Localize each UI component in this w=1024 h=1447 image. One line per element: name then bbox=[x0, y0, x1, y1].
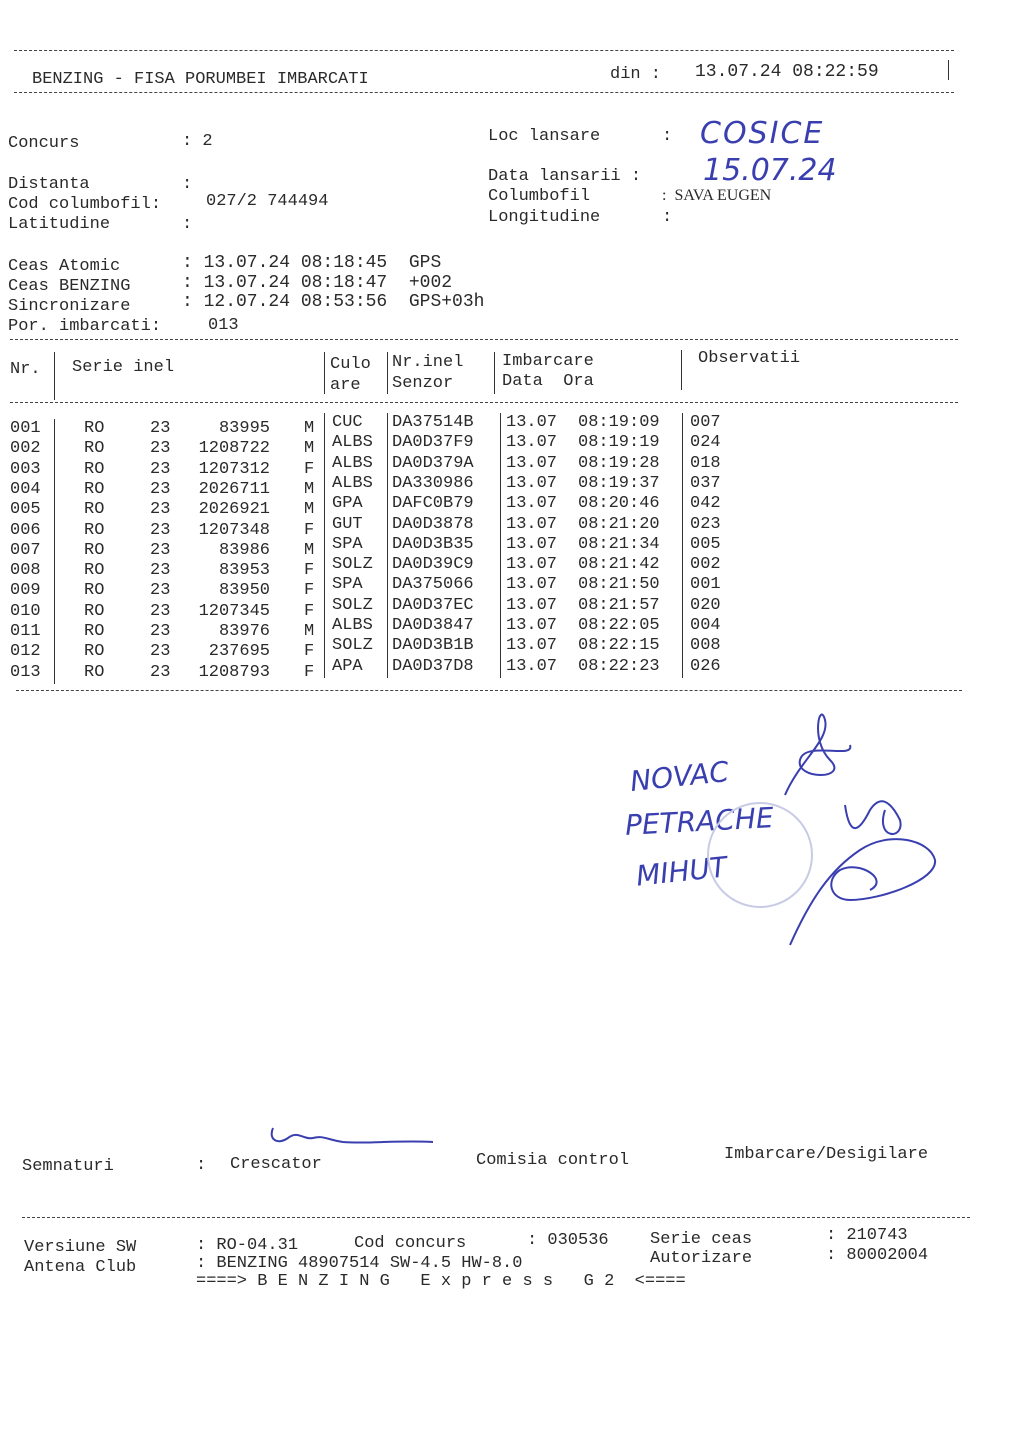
din-value: 13.07.24 08:22:59 bbox=[695, 62, 879, 82]
cell-observatii: 020 bbox=[690, 595, 721, 615]
col-header-culoare-2: are bbox=[330, 376, 361, 395]
signature-stroke bbox=[845, 801, 901, 834]
row-divider bbox=[682, 474, 683, 495]
cell-data: 13.07 bbox=[506, 595, 558, 615]
cell-observatii: 008 bbox=[690, 636, 721, 656]
cell-an: 23 bbox=[150, 419, 171, 438]
cell-ora: 08:22:15 bbox=[578, 636, 660, 656]
table-row bbox=[0, 555, 1024, 581]
cell-inel: 2026711 bbox=[198, 479, 270, 499]
row-divider bbox=[387, 555, 388, 576]
cell-observatii: 024 bbox=[690, 433, 721, 453]
col-divider bbox=[324, 352, 325, 394]
antena-club-value: : BENZING 48907514 SW-4.5 HW-8.0 bbox=[196, 1254, 523, 1273]
cell-observatii: 042 bbox=[690, 494, 721, 514]
crescator-signature bbox=[268, 1120, 438, 1160]
cell-data: 13.07 bbox=[506, 656, 558, 676]
cell-tara: RO bbox=[84, 581, 105, 601]
cell-senzor: DAFC0B79 bbox=[392, 494, 474, 514]
cell-culoare: APA bbox=[332, 656, 363, 676]
cell-an: 23 bbox=[150, 540, 171, 560]
col-header-culoare: Culo bbox=[330, 355, 371, 374]
loc-lansare-handwritten: COSICE bbox=[700, 116, 825, 151]
cell-observatii: 005 bbox=[690, 534, 721, 554]
data-lansarii-handwritten: 15.07.24 bbox=[703, 153, 837, 188]
comisia-control-label: Comisia control bbox=[476, 1151, 630, 1170]
imbarcare-desigilare-label: Imbarcare/Desigilare bbox=[724, 1145, 929, 1164]
benzing-express-banner: ====> B E N Z I N G E x p r e s s G 2 <==== bbox=[196, 1272, 686, 1291]
cell-sex: F bbox=[304, 520, 315, 540]
cell-ora: 08:19:37 bbox=[578, 473, 660, 493]
row-divider bbox=[387, 535, 388, 556]
cell-an: 23 bbox=[150, 500, 171, 520]
cell-nr: 004 bbox=[10, 479, 41, 499]
row-divider bbox=[682, 657, 683, 678]
cell-nr: 007 bbox=[10, 540, 41, 560]
cell-nr: 003 bbox=[10, 459, 41, 479]
handwritten-name-2: PETRACHE bbox=[624, 801, 775, 842]
cell-observatii: 004 bbox=[690, 616, 721, 635]
row-divider bbox=[500, 433, 501, 454]
row-divider bbox=[324, 575, 325, 596]
cod-concurs-value: : 030536 bbox=[527, 1231, 609, 1250]
loc-lansare-label: Loc lansare bbox=[488, 127, 601, 146]
row-divider bbox=[387, 433, 388, 454]
table-header-rule bbox=[10, 402, 958, 403]
cell-nr: 002 bbox=[10, 439, 41, 459]
cell-inel: 83976 bbox=[218, 622, 270, 641]
cell-inel: 1208793 bbox=[198, 662, 270, 682]
cell-tara: RO bbox=[84, 479, 105, 499]
cell-culoare: ALBS bbox=[332, 453, 373, 473]
ceas-benzing-value: : 13.07.24 08:18:47 +002 bbox=[182, 273, 453, 293]
cell-nr: 013 bbox=[10, 662, 41, 682]
row-divider bbox=[324, 413, 325, 434]
row-divider bbox=[324, 474, 325, 495]
table-row bbox=[0, 575, 1024, 601]
cell-sex: M bbox=[304, 500, 315, 520]
cell-an: 23 bbox=[150, 439, 171, 459]
cell-data: 13.07 bbox=[506, 534, 558, 554]
table-row bbox=[0, 514, 1024, 540]
cell-culoare: GUT bbox=[332, 514, 363, 534]
row-divider bbox=[324, 433, 325, 454]
autorizare-value: : 80002004 bbox=[826, 1246, 929, 1265]
cod-columbofil-label: Cod columbofil: bbox=[8, 195, 162, 214]
data-lansarii-label: Data lansarii : bbox=[488, 167, 642, 186]
cell-senzor: DA37514B bbox=[392, 413, 474, 432]
header-top-rule bbox=[14, 50, 954, 51]
row-divider bbox=[324, 616, 325, 637]
semnaturi-label: Semnaturi bbox=[22, 1157, 114, 1176]
row-divider bbox=[682, 616, 683, 637]
cell-observatii: 001 bbox=[690, 575, 721, 595]
cell-senzor: DA0D379A bbox=[392, 453, 474, 473]
cell-sex: M bbox=[304, 479, 315, 499]
cell-ora: 08:21:57 bbox=[578, 595, 660, 615]
cell-an: 23 bbox=[150, 642, 171, 662]
cell-ora: 08:19:19 bbox=[578, 433, 660, 453]
row-divider bbox=[500, 657, 501, 678]
cell-inel: 1207345 bbox=[198, 601, 270, 621]
signature-stroke bbox=[785, 715, 850, 795]
cell-inel: 83950 bbox=[218, 581, 270, 601]
table-row bbox=[0, 494, 1024, 520]
cell-sex: F bbox=[304, 601, 315, 621]
cell-data: 13.07 bbox=[506, 433, 558, 453]
cell-an: 23 bbox=[150, 520, 171, 540]
document-title: BENZING - FISA PORUMBEI IMBARCATI bbox=[32, 70, 369, 89]
row-divider bbox=[387, 616, 388, 637]
din-label: din : bbox=[610, 65, 662, 84]
cell-data: 13.07 bbox=[506, 514, 558, 534]
cell-senzor: DA0D3B35 bbox=[392, 534, 474, 554]
longitudine-label: Longitudine bbox=[488, 208, 601, 227]
porumbei-imbarcati-label: Por. imbarcati: bbox=[8, 317, 162, 336]
row-divider bbox=[387, 636, 388, 657]
cell-an: 23 bbox=[150, 601, 171, 621]
row-divider bbox=[682, 454, 683, 475]
cell-tara: RO bbox=[84, 540, 105, 560]
cell-culoare: SPA bbox=[332, 575, 363, 595]
stamp-circle bbox=[708, 803, 812, 907]
cell-nr: 005 bbox=[10, 500, 41, 520]
row-divider bbox=[500, 535, 501, 556]
cell-ora: 08:22:05 bbox=[578, 616, 660, 635]
cell-sex: M bbox=[304, 540, 315, 560]
row-divider bbox=[324, 596, 325, 617]
cell-inel: 2026921 bbox=[198, 500, 270, 520]
cell-tara: RO bbox=[84, 622, 105, 641]
table-top-rule bbox=[10, 339, 958, 340]
col-header-nrinel: Nr.inel bbox=[392, 353, 464, 372]
concurs-value: : 2 bbox=[182, 132, 213, 151]
cell-sex: F bbox=[304, 642, 315, 662]
cell-culoare: SOLZ bbox=[332, 636, 373, 656]
autorizare-label: Autorizare bbox=[650, 1249, 753, 1268]
cell-nr: 001 bbox=[10, 419, 41, 438]
cell-observatii: 023 bbox=[690, 514, 721, 534]
cell-tara: RO bbox=[84, 419, 105, 438]
cell-culoare: SOLZ bbox=[332, 555, 373, 575]
cell-culoare: SOLZ bbox=[332, 595, 373, 615]
row-divider bbox=[500, 555, 501, 576]
latitudine-value: : bbox=[182, 215, 193, 234]
col-divider bbox=[54, 352, 55, 400]
handwritten-name-1: NOVAC bbox=[628, 754, 731, 799]
row-divider bbox=[500, 474, 501, 495]
cell-data: 13.07 bbox=[506, 473, 558, 493]
longitudine-value: : bbox=[662, 208, 673, 227]
cell-culoare: ALBS bbox=[332, 473, 373, 493]
cell-nr: 012 bbox=[10, 642, 41, 662]
cod-columbofil-value: 027/2 744494 bbox=[206, 192, 329, 211]
cell-ora: 08:20:46 bbox=[578, 494, 660, 514]
cell-tara: RO bbox=[84, 459, 105, 479]
footer-rule bbox=[22, 1217, 970, 1218]
commission-signatures-and-stamp bbox=[700, 700, 960, 960]
cell-observatii: 026 bbox=[690, 656, 721, 676]
cell-culoare: ALBS bbox=[332, 616, 373, 635]
row-divider bbox=[324, 657, 325, 678]
cell-an: 23 bbox=[150, 479, 171, 499]
col-header-nr: Nr. bbox=[10, 360, 41, 379]
cell-inel: 83953 bbox=[218, 561, 270, 581]
row-divider bbox=[682, 535, 683, 556]
cell-senzor: DA375066 bbox=[392, 575, 474, 595]
cell-data: 13.07 bbox=[506, 494, 558, 514]
cell-ora: 08:21:20 bbox=[578, 514, 660, 534]
cell-inel: 237695 bbox=[208, 642, 270, 662]
header-bottom-rule bbox=[14, 92, 954, 93]
col-divider bbox=[681, 350, 682, 390]
cell-tara: RO bbox=[84, 561, 105, 581]
row-divider bbox=[682, 636, 683, 657]
cell-nr: 009 bbox=[10, 581, 41, 601]
cod-concurs-label: Cod concurs bbox=[354, 1234, 467, 1253]
cell-ora: 08:19:09 bbox=[578, 413, 660, 432]
ceas-atomic-value: : 13.07.24 08:18:45 GPS bbox=[182, 253, 442, 273]
row-divider bbox=[682, 433, 683, 454]
cell-senzor: DA0D37F9 bbox=[392, 433, 474, 453]
table-row bbox=[0, 595, 1024, 621]
cell-data: 13.07 bbox=[506, 616, 558, 635]
semnaturi-sep: : bbox=[196, 1156, 207, 1175]
cell-senzor: DA0D37EC bbox=[392, 595, 474, 615]
cell-observatii: 007 bbox=[690, 413, 721, 432]
cell-ora: 08:21:34 bbox=[578, 534, 660, 554]
cell-an: 23 bbox=[150, 622, 171, 641]
cell-data: 13.07 bbox=[506, 636, 558, 656]
row-divider bbox=[682, 596, 683, 617]
row-divider bbox=[387, 454, 388, 475]
versiune-sw-label: Versiune SW bbox=[24, 1238, 137, 1257]
loc-lansare-sep: : bbox=[662, 127, 673, 146]
row-divider bbox=[387, 494, 388, 515]
cell-culoare: GPA bbox=[332, 494, 363, 514]
row-divider bbox=[387, 474, 388, 495]
cell-tara: RO bbox=[84, 520, 105, 540]
table-row bbox=[0, 656, 1024, 682]
cell-inel: 1207312 bbox=[198, 459, 270, 479]
cell-nr: 011 bbox=[10, 622, 41, 641]
cell-ora: 08:22:23 bbox=[578, 656, 660, 676]
table-row bbox=[0, 433, 1024, 459]
col-header-serie: Serie inel bbox=[72, 358, 175, 377]
cell-data: 13.07 bbox=[506, 413, 558, 432]
cell-sex: F bbox=[304, 561, 315, 581]
columbofil-value: : SAVA EUGEN bbox=[662, 187, 772, 204]
ceas-benzing-label: Ceas BENZING bbox=[8, 277, 131, 296]
antena-club-label: Antena Club bbox=[24, 1258, 137, 1277]
cell-sex: M bbox=[304, 439, 315, 459]
row-divider bbox=[500, 596, 501, 617]
col-header-imbarcare-2: Data Ora bbox=[502, 372, 594, 391]
row-divider bbox=[324, 636, 325, 657]
distanta-label: Distanta bbox=[8, 175, 90, 194]
row-divider bbox=[500, 454, 501, 475]
cell-an: 23 bbox=[150, 581, 171, 601]
row-divider bbox=[54, 663, 55, 684]
row-divider bbox=[324, 454, 325, 475]
cell-tara: RO bbox=[84, 500, 105, 520]
cell-senzor: DA0D3847 bbox=[392, 616, 474, 635]
cell-an: 23 bbox=[150, 561, 171, 581]
row-divider bbox=[387, 575, 388, 596]
cell-inel: 83986 bbox=[218, 540, 270, 560]
row-divider bbox=[682, 413, 683, 434]
row-divider bbox=[682, 575, 683, 596]
sincronizare-label: Sincronizare bbox=[8, 297, 131, 316]
ceas-atomic-label: Ceas Atomic bbox=[8, 257, 121, 276]
table-bottom-rule bbox=[16, 690, 962, 691]
cell-data: 13.07 bbox=[506, 575, 558, 595]
cell-senzor: DA330986 bbox=[392, 473, 474, 493]
table-row bbox=[0, 636, 1024, 662]
row-divider bbox=[387, 413, 388, 434]
cell-observatii: 002 bbox=[690, 555, 721, 575]
cell-senzor: DA0D39C9 bbox=[392, 555, 474, 575]
table-row bbox=[0, 534, 1024, 560]
row-divider bbox=[682, 515, 683, 536]
row-divider bbox=[324, 555, 325, 576]
cell-inel: 1208722 bbox=[198, 439, 270, 459]
cell-sex: F bbox=[304, 459, 315, 479]
cell-nr: 008 bbox=[10, 561, 41, 581]
concurs-label: Concurs bbox=[8, 134, 80, 153]
cell-an: 23 bbox=[150, 459, 171, 479]
cell-senzor: DA0D3B1B bbox=[392, 636, 474, 656]
cell-senzor: DA0D3878 bbox=[392, 514, 474, 534]
row-divider bbox=[324, 515, 325, 536]
cell-tara: RO bbox=[84, 439, 105, 459]
table-row bbox=[0, 616, 1024, 641]
row-divider bbox=[324, 535, 325, 556]
columbofil-label: Columbofil bbox=[488, 187, 591, 206]
cell-ora: 08:19:28 bbox=[578, 453, 660, 473]
row-divider bbox=[324, 494, 325, 515]
row-divider bbox=[387, 657, 388, 678]
cell-sex: F bbox=[304, 581, 315, 601]
cell-observatii: 018 bbox=[690, 453, 721, 473]
row-divider bbox=[387, 596, 388, 617]
cell-data: 13.07 bbox=[506, 555, 558, 575]
cell-tara: RO bbox=[84, 642, 105, 662]
row-divider bbox=[500, 616, 501, 637]
row-divider bbox=[387, 515, 388, 536]
row-divider bbox=[500, 575, 501, 596]
distanta-value: : bbox=[182, 175, 193, 194]
cell-senzor: DA0D37D8 bbox=[392, 656, 474, 676]
cell-culoare: CUC bbox=[332, 413, 363, 432]
cell-tara: RO bbox=[84, 601, 105, 621]
header-bar bbox=[948, 60, 949, 80]
col-header-observatii: Observatii bbox=[698, 349, 801, 368]
cell-sex: F bbox=[304, 662, 315, 682]
cell-inel: 1207348 bbox=[198, 520, 270, 540]
col-header-nrinel-2: Senzor bbox=[392, 374, 454, 393]
table-row bbox=[0, 473, 1024, 499]
cell-nr: 010 bbox=[10, 601, 41, 621]
cell-sex: M bbox=[304, 419, 315, 438]
porumbei-imbarcati-value: 013 bbox=[208, 316, 239, 335]
row-divider bbox=[500, 494, 501, 515]
row-divider bbox=[682, 494, 683, 515]
table-row bbox=[0, 413, 1024, 438]
col-header-imbarcare: Imbarcare bbox=[502, 352, 594, 371]
cell-ora: 08:21:42 bbox=[578, 555, 660, 575]
cell-ora: 08:21:50 bbox=[578, 575, 660, 595]
row-divider bbox=[682, 555, 683, 576]
row-divider bbox=[500, 515, 501, 536]
serie-ceas-value: : 210743 bbox=[826, 1226, 908, 1245]
col-divider bbox=[387, 352, 388, 394]
cell-culoare: SPA bbox=[332, 534, 363, 554]
col-divider bbox=[494, 352, 495, 394]
versiune-sw-value: : RO-04.31 bbox=[196, 1236, 299, 1255]
latitudine-label: Latitudine bbox=[8, 215, 111, 234]
cell-nr: 006 bbox=[10, 520, 41, 540]
cell-observatii: 037 bbox=[690, 473, 721, 493]
cell-inel: 83995 bbox=[218, 419, 270, 438]
cell-culoare: ALBS bbox=[332, 433, 373, 453]
table-row bbox=[0, 453, 1024, 479]
row-divider bbox=[500, 636, 501, 657]
sincronizare-value: : 12.07.24 08:53:56 GPS+03h bbox=[182, 292, 485, 312]
cell-an: 23 bbox=[150, 662, 171, 682]
cell-tara: RO bbox=[84, 662, 105, 682]
crescator-label: Crescator bbox=[230, 1155, 322, 1174]
handwritten-name-3: MIHUT bbox=[634, 850, 729, 893]
serie-ceas-label: Serie ceas bbox=[650, 1230, 753, 1249]
cell-sex: M bbox=[304, 622, 315, 641]
row-divider bbox=[500, 413, 501, 434]
cell-data: 13.07 bbox=[506, 453, 558, 473]
